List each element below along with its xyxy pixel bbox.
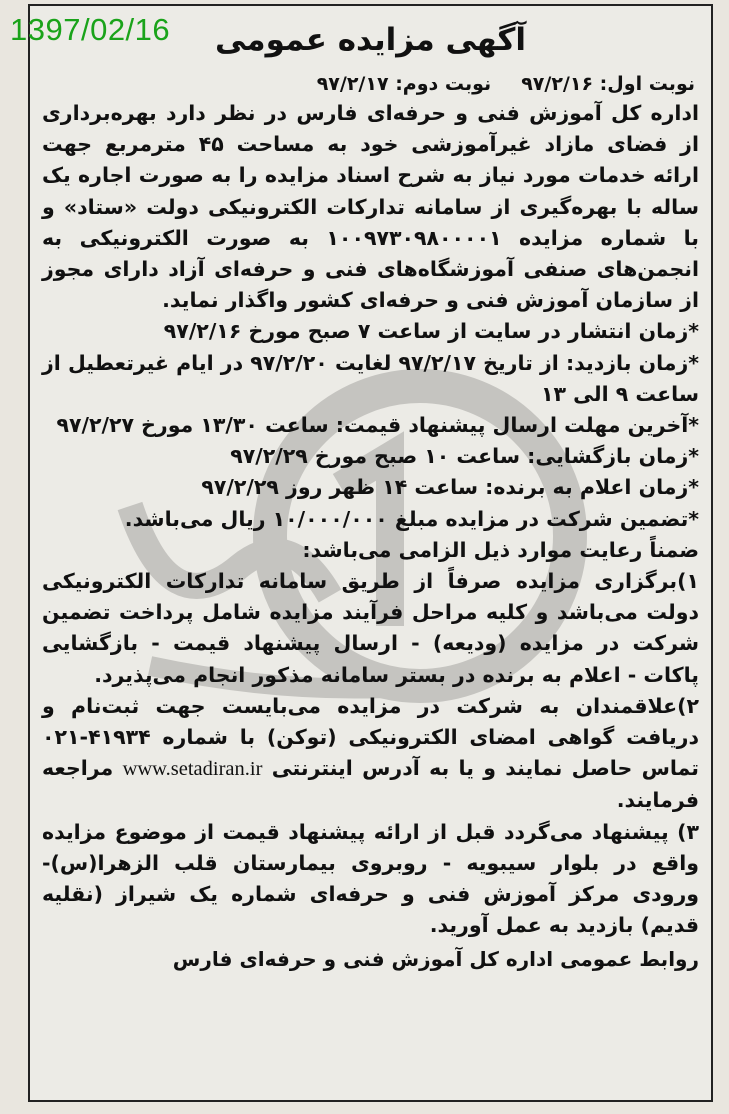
setad-website-link[interactable]: www.setadiran.ir [122,758,263,781]
ad-title: آگهی مزایده عمومی [215,22,526,58]
clipping-date: 1397/02/16 [10,12,171,47]
clause-2 [42,691,699,817]
item-guarantee: *تضمین شرکت در مزایده مبلغ ۱۰/۰۰۰/۰۰۰ ریال می‌باشد. [124,506,699,531]
item-visit-time: *زمان بازدید: از تاریخ ۹۷/۲/۱۷ لغایت ۹۷/۲/۲۰ در ایام غیرتعطیل از ساعت ۹ الی ۱۳ [42,350,699,406]
notice-line: ضمناً رعایت موارد ذیل الزامی می‌باشد: [302,537,699,562]
advertisement-frame [28,4,713,1102]
footer-signature: روابط عمومی اداره کل آموزش فنی و حرفه‌ای فارس [172,947,699,972]
item-winner-announcement: *زمان اعلام به برنده: ساعت ۱۴ ظهر روز ۹۷/۲/۲۹ [201,475,699,500]
second-round-date: نوبت دوم: ۹۷/۲/۱۷ [316,73,492,95]
item-publish-time: *زمان انتشار در سایت از ساعت ۷ صبح مورخ ۹۷/۲/۱۶ [163,319,699,344]
clause-2-text: ۲)علاقمندان به شرکت در مزایده می‌بایست جهت ثبت‌نام و دریافت گواهی امضای الکترونیکی (توکن) با شماره ۴۱۹۳۴-۰۲۱ تماس حاصل نمایند و یا به آدرس اینترنتی [42,693,699,781]
first-round-date: نوبت اول: ۹۷/۲/۱۶ [521,73,695,95]
item-opening-time: *زمان بازگشایی: ساعت ۱۰ صبح مورخ ۹۷/۲/۲۹ [230,444,699,469]
intro-paragraph: اداره کل آموزش فنی و حرفه‌ای فارس در نظر دارد بهره‌برداری از فضای مازاد غیرآموزشی خود به مساحت ۴۵ مترمربع جهت ارائه خدمات مورد نیاز به شرح اسناد مزایده را به صورت اجاره یک ساله با بهره‌گیری از سامانه تدارکات الکترونیکی دولت «ستاد» و با شماره مزایده ۱۰۰۹۷۳۰۹۸۰۰۰۰۱ به صورت الکترونیکی به انجمن‌های صنفی آموزشگاه‌های فنی و حرفه‌ای آزاد دارای مجوز از سازمان آموزش فنی و حرفه‌ای کشور واگذار نماید. [42,101,699,313]
clause-2-end: مراجعه فرمایند. [42,756,699,813]
clause-3: ۳) پیشنهاد می‌گردد قبل از ارائه پیشنهاد قیمت از موضوع مزایده واقع در بلوار سیبویه - روبروی بیمارستان قلب الزهرا(س)- ورودی مرکز آموزش فنی و حرفه‌ای شماره یک شیراز (نقلیه قدیم) بازدید به عمل آورید. [42,819,699,938]
publication-rounds [42,70,699,98]
clause-1: ۱)برگزاری مزایده صرفاً از طریق سامانه تدارکات الکترونیکی دولت می‌باشد و کلیه مراحل فرآیند مزایده شامل پرداخت تضمین شرکت در مزایده (ودیعه) - ارسال پیشنهاد قیمت - بازگشایی پاکات - اعلام به برنده در بستر سامانه مذکور انجام می‌پذیرد. [42,569,699,687]
item-deadline: *آخرین مهلت ارسال پیشنهاد قیمت: ساعت ۱۳/۳۰ مورخ ۹۷/۲/۲۷ [56,413,699,438]
